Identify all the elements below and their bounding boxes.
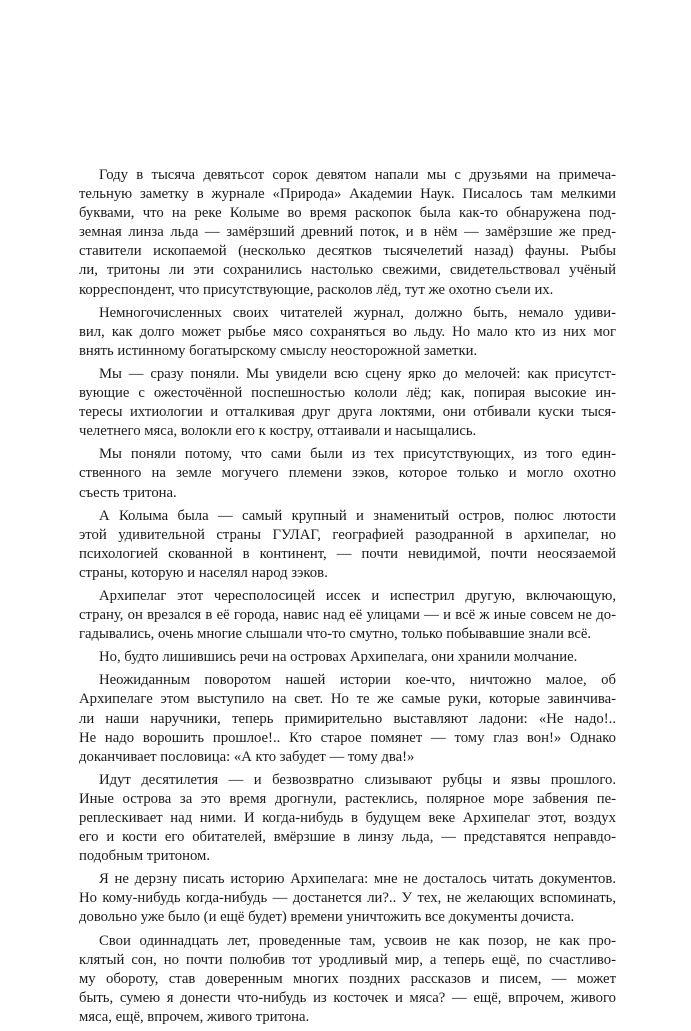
text-line: тересы ихтиологии и отталкивая друг друга локтями, они отбивали куски тыся- bbox=[79, 404, 616, 421]
paragraph bbox=[79, 648, 616, 667]
paragraph bbox=[79, 671, 616, 766]
text-line: мяса, ещё, впрочем, живого тритона. bbox=[79, 1008, 310, 1025]
paragraph bbox=[79, 365, 616, 441]
text-line: вил, как долго может рыбье мясо сохраняться во льду. Но мало кто из них мог bbox=[79, 323, 616, 340]
text-line: Но, будто лишившись речи на островах Архипелага, они хранили молчание. bbox=[99, 649, 578, 666]
text-line: быть, сумею я донести что-нибудь из косточек и мяса? — ещё, впрочем, живого bbox=[79, 989, 616, 1006]
text-line: Неожиданным поворотом нашей истории кое-что, ничтожно малое, об bbox=[99, 672, 616, 689]
text-line: Свои одиннадцать лет, проведенные там, усвоив не как позор, не как про- bbox=[99, 932, 616, 949]
text-line: Не надо ворошить прошлое!.. Кто старое помянет — тому глаз вон!» Однако bbox=[79, 729, 616, 746]
text-line: страны, которую и населял народ зэков. bbox=[79, 564, 328, 581]
paragraph bbox=[79, 304, 616, 361]
text-line: А Колыма была — самый крупный и знаменитый остров, полюс лютости bbox=[99, 507, 616, 524]
text-line: ставители ископаемой (несколько десятков тысячелетий назад) фауны. Рыбы bbox=[79, 243, 616, 260]
text-line: Архипелаге этом выступило на свет. Но те же самые руки, которые завинчива- bbox=[79, 691, 616, 708]
paragraph bbox=[79, 870, 616, 927]
text-line: корреспондент, что присутствующие, расколов лёд, тут же охотно съели их. bbox=[79, 281, 554, 298]
text-line: тельную заметку в журнале «Природа» Академии Наук. Писалось там мелкими bbox=[79, 186, 616, 203]
text-line: Иные острова за это время дрогнули, растеклись, полярное море забвения пе- bbox=[79, 790, 616, 807]
text-line: челетнего мяса, волокли его к костру, оттаивали и насыщались. bbox=[79, 423, 477, 440]
paragraph bbox=[79, 445, 616, 502]
text-line: му обороту, став доверенным многих поздних рассказов и писем, — может bbox=[79, 970, 616, 987]
text-line: доканчивает пословица: «А кто забудет — тому два!» bbox=[79, 748, 415, 765]
text-line: Мы поняли потому, что сами были из тех присутствующих, из того един- bbox=[99, 446, 616, 463]
text-line: ли наши наручники, теперь примирительно выставляют ладони: «Не надо!.. bbox=[79, 710, 616, 727]
text-line: Я не дерзну писать историю Архипелага: мне не досталось читать документов. bbox=[99, 871, 616, 888]
text-line: его и кости его обитателей, вмёрзшие в линзу льда, — представятся неправдо- bbox=[79, 829, 616, 846]
paragraph bbox=[79, 932, 616, 1027]
paragraph bbox=[79, 507, 616, 583]
text-line: Но кому-нибудь когда-нибудь — достанется ли?.. У тех, не желающих вспоминать, bbox=[79, 890, 616, 907]
book-page-text bbox=[79, 166, 616, 1031]
text-line: психологией скованной в континент, — почти невидимой, почти неосязаемой bbox=[79, 545, 616, 562]
paragraph bbox=[79, 587, 616, 644]
text-line: гадывались, очень многие слышали что-то смутно, только побывавшие знали всё. bbox=[79, 626, 592, 643]
text-line: съесть тритона. bbox=[79, 484, 177, 501]
text-line: этой удивительной страны ГУЛАГ, географией разодранной в архипелаг, но bbox=[79, 526, 616, 543]
text-line: ственного на земле могучего племени зэков, которое только и могло охотно bbox=[79, 465, 616, 482]
text-line: буквами, что на реке Колыме во время раскопок была как-то обнаружена под- bbox=[79, 205, 616, 222]
text-line: Архипелаг этот чересполосицей иссек и испестрил другую, включающую, bbox=[99, 587, 616, 604]
text-line: довольно уже было (и ещё будет) времени уничтожить все документы дочиста. bbox=[79, 909, 575, 926]
text-line: земная линза льда — замёрзший древний поток, и в нём — замёрзшие же пред- bbox=[79, 224, 616, 241]
text-line: Идут десятилетия — и безвозвратно слизывают рубцы и язвы прошлого. bbox=[99, 771, 616, 788]
text-line: вующие с ожесточённой поспешностью кололи лёд; как, попирая высокие ин- bbox=[79, 385, 616, 402]
text-line: подобным тритоном. bbox=[79, 848, 211, 865]
text-line: страну, он врезался в её города, навис над её улицами — и всё ж иные совсем не до- bbox=[79, 607, 616, 624]
text-line: клятый сон, но почти полюбив тот уродливый мир, а теперь ещё, по счастливо- bbox=[79, 951, 616, 968]
text-line: Мы — сразу поняли. Мы увидели всю сцену ярко до мелочей: как присутст- bbox=[99, 365, 616, 382]
text-line: Немногочисленных своих читателей журнал, должно быть, немало удиви- bbox=[99, 304, 616, 321]
paragraph bbox=[79, 166, 616, 300]
text-line: внять истинному богатырскому смыслу неосторожной заметки. bbox=[79, 342, 478, 359]
paragraph bbox=[79, 771, 616, 866]
text-line: Году в тысяча девятьсот сорок девятом напали мы с друзьями на примеча- bbox=[99, 167, 616, 183]
text-line: ли, тритоны ли эти сохранились настолько свежими, свидетельствовал учёный bbox=[79, 262, 616, 279]
text-line: реплескивает над ними. И когда-нибудь в будущем веке Архипелаг этот, воздух bbox=[79, 810, 616, 826]
